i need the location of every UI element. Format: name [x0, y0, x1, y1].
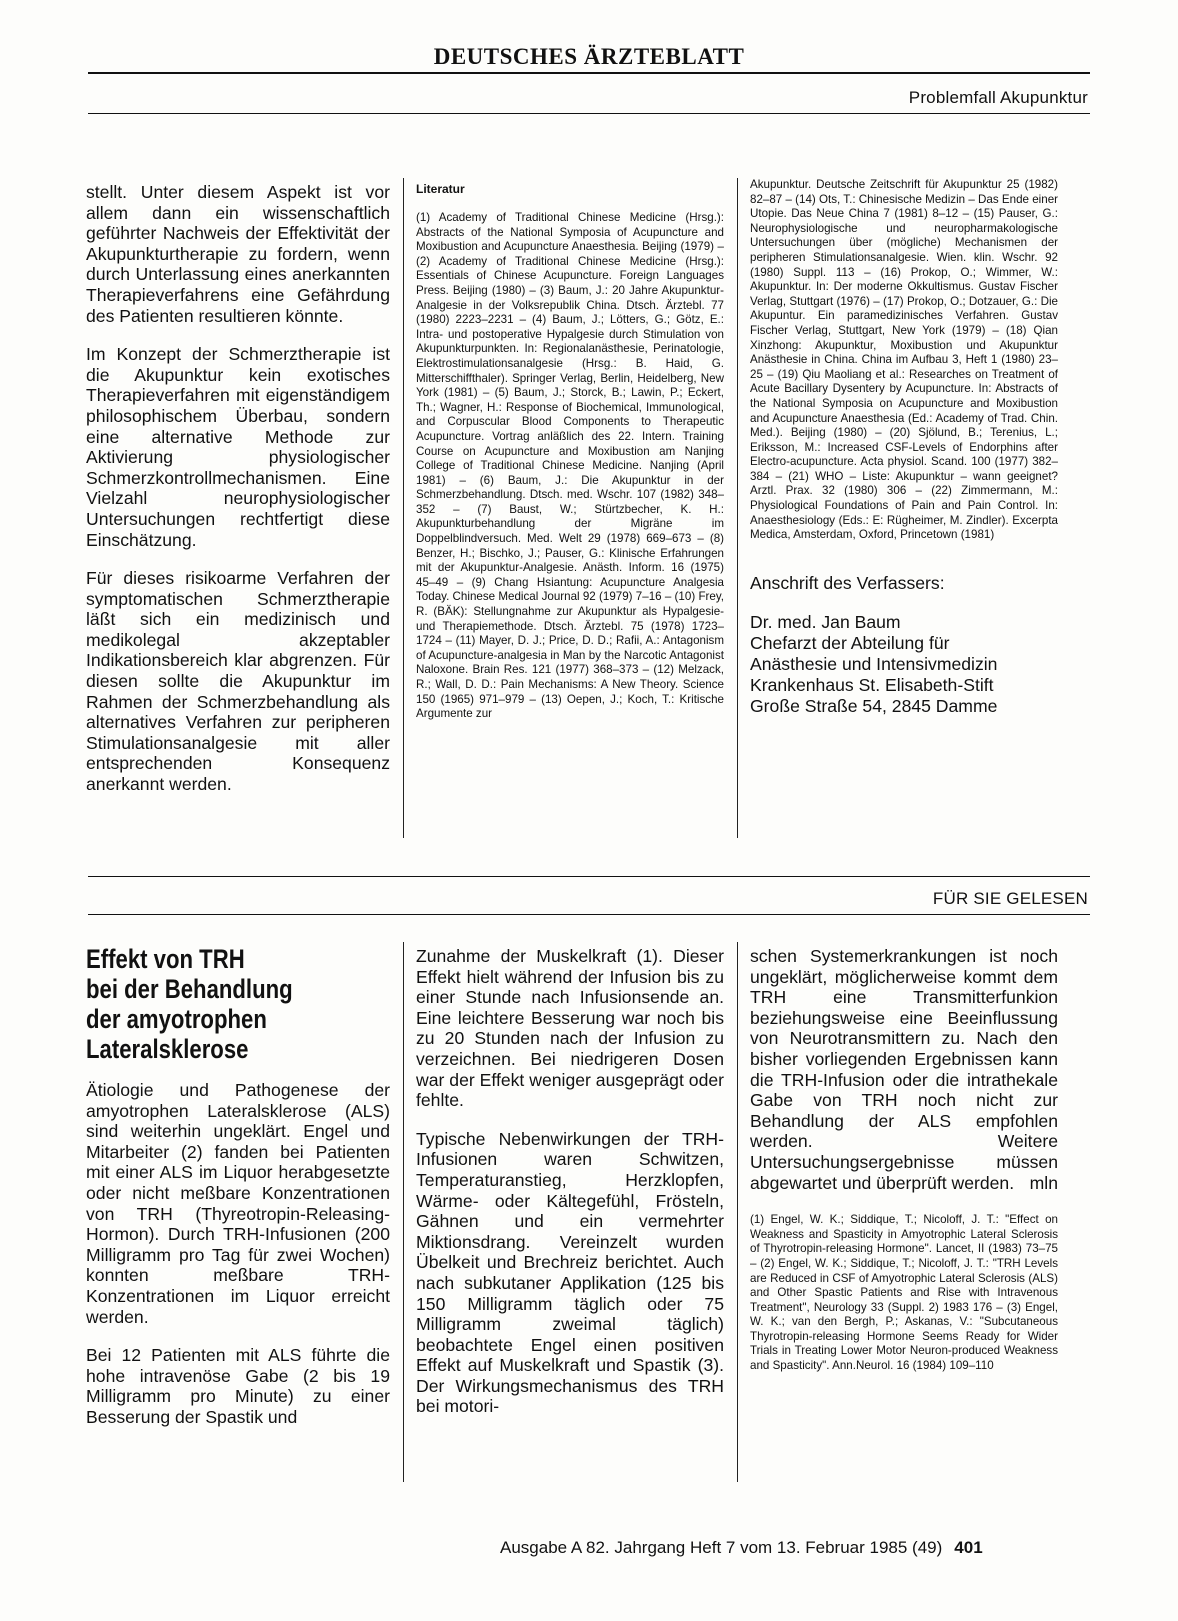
page-number: 401 [954, 1538, 983, 1557]
column-divider [403, 942, 404, 1482]
headline-line: bei der Behandlung [86, 974, 293, 1004]
masthead-rule [88, 72, 1090, 74]
headline-line: Effekt von TRH [86, 944, 245, 974]
article2-paragraph: Bei 12 Patienten mit ALS führte die hohe intravenöse Gabe (2 bis 19 Milligramm pro Minute) zu einer Besserung der Spastik und [86, 1345, 390, 1427]
article2-column-3 [750, 946, 1058, 1374]
literature-column-2 [750, 178, 1058, 717]
headline-line: Lateralsklerose [86, 1034, 249, 1064]
section-rule-bottom [88, 914, 1090, 915]
article1-paragraph: Für dieses risikoarme Verfahren der symptomatischen Schmerztherapie läßt sich ein medizinisch und medikolegal akzeptabler Indikationsbereich klar abgrenzen. Für diesen sollte die Akupunktur im Rahmen der Schmerzbehandlung als alternatives Verfahren zur peripheren Stimulationsanalgesie mit aller entsprechenden Konsequenz anerkannt werden. [86, 568, 390, 795]
article2-paragraph: Typische Nebenwirkungen der TRH-Infusionen waren Schwitzen, Temperaturanstieg, Herzklopfen, Wärme- oder Kältegefühl, Frösteln, Gähnen und ein vermehrter Miktionsdrang. Vereinzelt wurden Übelkeit und Brechreiz berichtet. Auch nach subkutaner Applikation (125 bis 150 Milligramm täglich oder 75 Milligramm zweimal täglich) beobachtete Engel einen positiven Effekt auf Muskelkraft und Spastik (3). Der Wirkungsmechanismus des TRH bei motori- [416, 1128, 724, 1417]
article2-paragraph: Zunahme der Muskelkraft (1). Dieser Effekt hielt während der Infusion bis zu einer Stunde nach Infusionsende an. Eine leichtere Besserung war noch bis zu 20 Stunden nach der Infusion zu verzeichnen. Bei niedrigeren Dosen war der Effekt weniger ausgeprägt oder fehlte. [416, 946, 724, 1111]
address-line: Chefarzt der Abteilung für [750, 632, 950, 653]
headline-line: der amyotrophen [86, 1004, 267, 1034]
article1-paragraph: stellt. Unter diesem Aspekt ist vor allem dann ein wissenschaftlich geführter Nachweis der Effektivität der Akupunkturtherapie zu fordern, wenn durch Unterlassung eines anerkannten Therapieverfahrens eine Gefährdung des Patienten resultieren könnte. [86, 182, 390, 326]
article2-column-1 [86, 944, 390, 1446]
section-label-top: Problemfall Akupunktur [908, 88, 1088, 107]
column-divider [403, 178, 404, 838]
author-address [750, 612, 1058, 717]
article2-references: (1) Engel, W. K.; Siddique, T.; Nicoloff, J. T.: "Effect on Weakness and Spasticity in Amyotrophic Lateral Sclerosis of Thyrotropin-releasing Hormone". Lancet, II (1983) 73–75 – (2) Engel, W. K.; Siddique, T.; Nicoloff, J. T.: "TRH Levels are Reduced in CSF of Amyotrophic Lateral Sclerosis (ALS) and Other Spastic Patients and Rise with Intravenous Treatment", Neurology 33 (Suppl. 2) 1983 176 – (3) Engel, W. K.; van den Bergh, P.; Askanas, V.: "Subcutaneous Thyrotropin-releasing Hormone Seems Ready for Wider Trials in Treating Lower Motor Neuron-produced Weakness and Spasticity". Ann.Neurol. 16 (1984) 109–110 [750, 1213, 1058, 1373]
page-footer [500, 1538, 983, 1558]
issue-info: Ausgabe A 82. Jahrgang Heft 7 vom 13. Februar 1985 (49) [500, 1538, 943, 1557]
address-line: Krankenhaus St. Elisabeth-Stift [750, 674, 994, 695]
article1-column-1 [86, 182, 390, 813]
section-label-bottom: FÜR SIE GELESEN [932, 889, 1088, 908]
column-divider [737, 942, 738, 1482]
article1-paragraph: Im Konzept der Schmerztherapie ist die Akupunktur kein exotisches Therapieverfahren mit eigenständigem philosophischem Überbau, sondern eine alternative Methode zur Aktivierung physiologischer Schmerzkontrollmechanismen. Eine Vielzahl neurophysiologischer Untersuchungen rechtfertigt diese Einschätzung. [86, 344, 390, 550]
address-heading: Anschrift des Verfassers: [750, 572, 945, 593]
column-divider [737, 178, 738, 838]
section-rule-top [88, 876, 1090, 877]
masthead: DEUTSCHES ÄRZTEBLATT [433, 44, 745, 69]
literature-references: (1) Academy of Traditional Chinese Medicine (Hrsg.): Abstracts of the National Symposia of Acupuncture and Moxibustion and Acupuncture Anaesthesia. Beijing (1979) – (2) Academy of Traditional Chinese Medicine (Hrsg.): Essentials of Chinese Acupuncture. Foreign Languages Press. Beijing (1980) – (3) Baum, J.: 20 Jahre Akupunktur-Analgesie in der Volksrepublik China. Dtsch. Ärztebl. 77 (1980) 2223–2231 – (4) Baum, J.; Lötters, G.; Götz, E.: Intra- und postoperative Hypalgesie durch Stimulation von Akupunkturpunkten. In: Regionalanästhesie, Perinatologie, Elektrostimulationsanalgesie (Hrsg.: B. Haid, G. Mitterschiffthaler). Springer Verlag, Berlin, Heidelberg, New York (1981) – (5) Baum, J.; Storck, B.; Lawin, P.; Eckert, Th.; Wagner, H.: Response of Biochemical, Immunological, and Corpuscular Blood Components to Therapeutic Acupuncture. Vortrag anläßlich des 22. Intern. Training Course on Acupuncture and Moxibustion am Nanjing College of Traditional Chinese Medicine. Nanjing (April 1981) – (6) Baum, J.: Die Akupunktur in der Schmerzbehandlung. Dtsch. med. Wschr. 107 (1982) 348–352 – (7) Baust, W.; Stürtzbecher, K. H.: Akupunkturbehandlung der Migräne im Doppelblindversuch. Med. Welt 29 (1978) 669–673 – (8) Benzer, H.; Bischko, J.; Pauser, G.: Klinische Erfahrungen mit der Akupunktur-Analgesie. Anästh. Inform. 16 (1975) 45–49 – (9) Chang Hsiantung: Acupuncture Analgesia Today. Chinese Medical Journal 92 (1979) 7–16 – (10) Frey, R. (BÄK): Stellungnahme zur Akupunktur als Hypalgesie- und Therapiemethode. Dtsch. Ärztebl. 75 (1978) 1723–1724 – (11) Mayer, D. J.; Price, D. D.; Rafii, A.: Antagonism of Acupuncture-analgesia in Man by the Narcotic Antagonist Naloxone. Brain Res. 121 (1977) 368–373 – (12) Melzack, R.; Wall, D. D.: Pain Mechanisms: A New Theory. Science 150 (1965) 971–979 – (13) Oepen, J.; Koch, T.: Kritische Argumente zur [416, 211, 724, 721]
article2-paragraph: schen Systemerkrankungen ist noch ungeklärt, möglicherweise kommt dem TRH eine Transmitterfunkion beziehungsweise eine Beeinflussung von Neurotransmittern zu. Nach den bisher vorliegenden Ergebnissen kann die TRH-Infusion oder die intrathekale Gabe von TRH noch nicht zur Behandlung der ALS empfohlen werden. Weitere Untersuchungsergebnisse müssen abgewartet und überprüft werden. [750, 946, 1058, 1193]
literature-heading: Literatur [416, 182, 465, 196]
article2-column-2 [416, 946, 724, 1435]
address-line: Anästhesie und Intensivmedizin [750, 653, 998, 674]
literature-column-1 [416, 182, 724, 722]
address-line: Große Straße 54, 2845 Damme [750, 695, 998, 716]
article2-headline [86, 944, 390, 1064]
address-line: Dr. med. Jan Baum [750, 611, 901, 632]
article2-paragraph: Ätiologie und Pathogenese der amyotrophen Lateralsklerose (ALS) sind weiterhin ungeklärt. Engel und Mitarbeiter (2) fanden bei Patienten mit einer ALS im Liquor herabgesetzte oder nicht meßbare Konzentrationen von TRH (Thyreotropin-Releasing-Hormon). Durch TRH-Infusionen (200 Milligramm pro Tag für zwei Wochen) konnten meßbare TRH-Konzentrationen im Liquor erreicht werden. [86, 1080, 390, 1327]
header-rule [88, 113, 1090, 114]
literature-references-continued: Akupunktur. Deutsche Zeitschrift für Akupunktur 25 (1982) 82–87 – (14) Ots, T.: Chinesische Medizin – Das Ende einer Utopie. Das Neue China 7 (1981) 8–12 – (15) Pauser, G.: Neurophysiologische und neuropharmakologische Untersuchungen über (mögliche) Mechanismen der peripheren Stimulationsanalgesie. Wien. klin. Wschr. 92 (1980) Suppl. 113 – (16) Prokop, O.; Wimmer, W.: Akupunktur. In: Der moderne Okkultismus. Gustav Fischer Verlag, Stuttgart (1976) – (17) Prokop, O.; Dotzauer, G.: Die Akupuntur. Ein paramedizinisches Verfahren. Gustav Fischer Verlag, Stuttgart, New York (1979) – (18) Qian Xinzhong: Akupunktur, Moxibustion und Akupunktur Anästhesie in China. China im Aufbau 3, Heft 1 (1980) 23–25 – (19) Qiu Maoliang et al.: Researches on Treatment of Acute Bacillary Dysentery by Acupuncture. In: Abstracts of the National Symposia on Acupuncture and Moxibustion and Acupuncture Anaesthesia (Ed.: Academy of Trad. Chin. Med.). Beijing (1980) – (20) Sjölund, B.; Terenius, L.; Eriksson, M.: Increased CSF-Levels of Endorphins after Electro-acupuncture. Acta physiol. Scand. 100 (1977) 382–384 – (21) WHO – Liste: Akupunktur – wann geeignet? Arztl. Prax. 32 (1980) 306 – (22) Zimmermann, M.: Physiological Foundations of Pain and Pain Control. In: Anaesthesiology (Eds.: E: Rügheimer, M. Zindler). Excerpta Medica, Amsterdam, Oxford, Princetown (1981) [750, 178, 1058, 542]
author-tag: mln [1029, 1172, 1058, 1193]
